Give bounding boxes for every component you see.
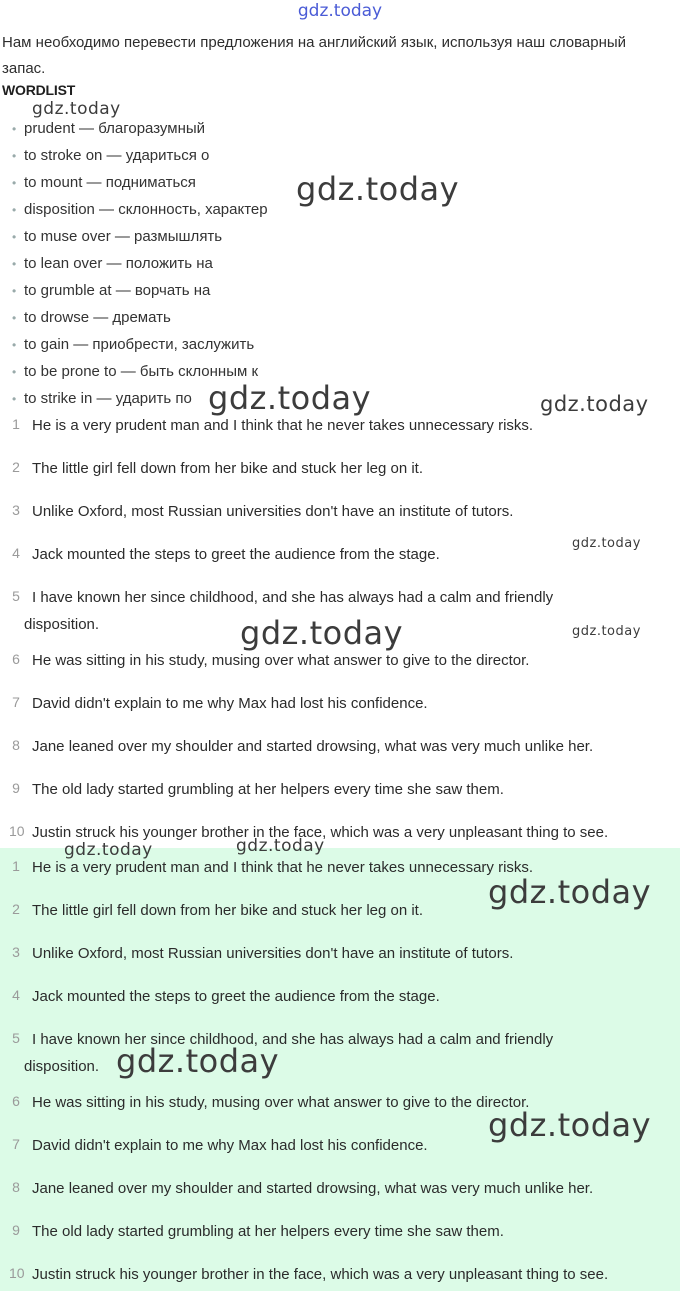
bullet-icon: •: [12, 365, 17, 379]
wordlist-item: • to muse over — размышлять: [12, 223, 222, 250]
wordlist-item: • to stroke on — удариться о: [12, 142, 209, 169]
bullet-icon: •: [12, 203, 17, 217]
wordlist-item: • prudent — благоразумный: [12, 115, 205, 142]
wordlist-item: • disposition — склонность, характер: [12, 196, 268, 223]
wordlist-item: • to drowse — дремать: [12, 304, 171, 331]
wordlist-item: • to lean over — положить на: [12, 250, 213, 277]
bullet-icon: •: [12, 149, 17, 163]
intro-text: Нам необходимо перевести предложения на английский язык, используя наш словарный запас.: [2, 34, 627, 77]
watermark: gdz.today: [488, 1106, 652, 1144]
wordlist-title: WORDLIST: [2, 82, 76, 98]
watermark: gdz.today: [488, 873, 652, 911]
watermark: gdz.today: [116, 1042, 280, 1080]
answers-block: 1 He is a very prudent man and I think that he never takes unnecessary risks. 2 The little girl fell down from her bike and stuck her leg on it. 3 Unlike Oxford, most Russian universities don't have an institute of tutors. 4 Jack mounted the steps to greet the audience from the stage. 5 I have known her since childhood, and she has always had a calm and friendly disposition. 6 He was sitting in his study, musing over what answer to give to the director. 7 David didn't explain to me why Max had lost his confidence. 8 Jane leaned over my shoulder and started drowsing, what was very much unlike her. 9 The old lady started grumbling at her helpers every time she saw them. 10 Justin struck his younger brother in the face, which was a very unpleasant thing to see.: [9, 416, 609, 841]
watermark: gdz.today: [236, 836, 325, 856]
wordlist-item: • to grumble at — ворчать на: [12, 277, 210, 304]
header-watermark: gdz.today: [297, 1, 383, 21]
watermark: gdz.today: [208, 379, 372, 417]
bullet-icon: •: [12, 257, 17, 271]
watermark: gdz.today: [540, 392, 649, 416]
bullet-icon: •: [12, 338, 17, 352]
watermark: gdz.today: [64, 840, 153, 860]
bullet-icon: •: [12, 122, 17, 136]
bullet-icon: •: [12, 392, 17, 406]
bullet-icon: •: [12, 311, 17, 325]
watermark: gdz.today: [240, 614, 404, 652]
bullet-icon: •: [12, 176, 17, 190]
bullet-icon: •: [12, 230, 17, 244]
wordlist-item: • to gain — приобрести, заслужить: [12, 331, 254, 358]
bullet-icon: •: [12, 284, 17, 298]
watermark: gdz.today: [572, 536, 641, 551]
watermark: gdz.today: [572, 624, 641, 639]
wordlist-item: • to strike in — ударить по: [12, 385, 192, 412]
watermark: gdz.today: [32, 99, 121, 119]
wordlist-item: • to be prone to — быть склонным к: [12, 358, 258, 385]
watermark: gdz.today: [296, 170, 460, 208]
wordlist-item: • to mount — подниматься: [12, 169, 196, 196]
answers-block-highlighted: 1 He is a very prudent man and I think that he never takes unnecessary risks. 2 The little girl fell down from her bike and stuck her leg on it. 3 Unlike Oxford, most Russian universities don't have an institute of tutors. 4 Jack mounted the steps to greet the audience from the stage. 5 I have known her since childhood, and she has always had a calm and friendly disposition. 6 He was sitting in his study, musing over what answer to give to the director. 7 David didn't explain to me why Max had lost his confidence. 8 Jane leaned over my shoulder and started drowsing, what was very much unlike her. 9 The old lady started grumbling at her helpers every time she saw them. 10 Justin struck his younger brother in the face, which was a very unpleasant thing to see.: [0, 848, 680, 1291]
